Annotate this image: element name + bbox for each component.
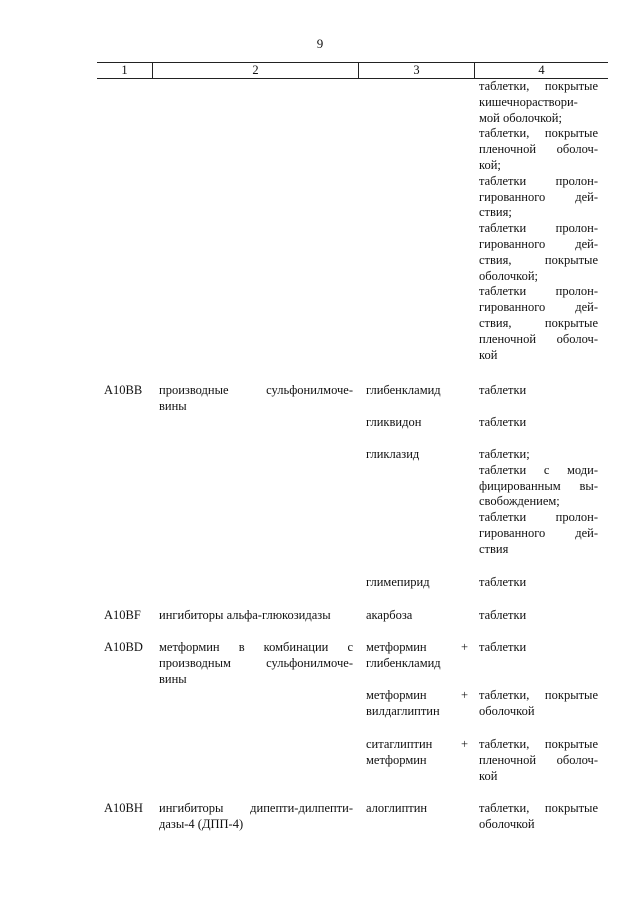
form-line: таблетки пролон-	[479, 510, 598, 525]
dosage-form	[479, 688, 598, 720]
drug-name: глибенкламид	[366, 655, 441, 670]
header-col-3: 3	[413, 63, 420, 77]
form-line: гированного дей-	[479, 236, 598, 251]
drug-name: глибенкламид	[366, 383, 441, 397]
dosage-form	[479, 415, 598, 431]
drug-name: вилдаглиптин	[366, 703, 440, 718]
atc-code: A10BB	[104, 383, 143, 397]
drug-name: метформин	[366, 688, 427, 702]
form-line: таблетки	[479, 383, 527, 397]
form-line: таблетки, покрытые	[479, 126, 598, 141]
name-line: вины	[159, 398, 187, 413]
drug-first-line	[366, 688, 468, 704]
plus-sign: +	[460, 640, 468, 654]
form-line: гированного дей-	[479, 189, 598, 204]
dosage-form	[479, 737, 598, 784]
dosage-form	[479, 447, 598, 558]
header-col-1: 1	[121, 63, 128, 77]
drug-first-line	[366, 737, 468, 753]
form-line: таблетки с моди-	[479, 462, 598, 477]
atc-code: A10BH	[104, 801, 143, 815]
form-line: гированного дей-	[479, 525, 598, 540]
form-line: таблетки;	[479, 447, 530, 461]
name-line: ингибиторы дипепти-дилпепти-	[159, 801, 353, 815]
page-number: 9	[316, 36, 324, 51]
dosage-form	[479, 575, 598, 591]
drug-name: метформин	[366, 640, 427, 654]
group-name	[159, 608, 353, 624]
form-line: таблетки	[479, 575, 527, 589]
form-line: кишечнораствори-	[479, 94, 578, 109]
form-line: ствия, покрытые	[479, 315, 598, 330]
form-line: пленочной оболоч-	[479, 142, 598, 157]
drug-combination	[366, 737, 468, 769]
drug-name: гликлазид	[366, 447, 420, 461]
group-name	[159, 801, 353, 833]
form-line: фицированным вы-	[479, 478, 598, 493]
name-line: дазы-4 (ДПП-4)	[159, 816, 244, 831]
drug-combination	[366, 640, 468, 672]
dosage-form	[479, 801, 598, 833]
drug-name: гликвидон	[366, 415, 422, 429]
form-line: оболочкой;	[479, 268, 538, 283]
plus-sign: +	[460, 688, 468, 702]
form-line: ствия	[479, 541, 509, 556]
form-line: пленочной оболоч-	[479, 752, 598, 767]
drug-name: ситаглиптин	[366, 737, 433, 751]
continuation-forms	[479, 79, 598, 363]
form-line: кой;	[479, 157, 501, 172]
group-name	[159, 640, 353, 687]
form-line: таблетки пролон-	[479, 221, 598, 236]
plus-sign: +	[460, 737, 468, 751]
header-col-4: 4	[538, 63, 545, 77]
dosage-form	[479, 608, 598, 624]
form-line: ствия, покрытые	[479, 252, 598, 267]
form-line: таблетки, покрытые	[479, 79, 598, 93]
form-line: таблетки	[479, 608, 527, 622]
form-line: ствия;	[479, 205, 512, 220]
form-line: таблетки, покрытые	[479, 801, 598, 815]
drug-combination	[366, 688, 468, 720]
name-line: ингибиторы альфа-глюкозидазы	[159, 608, 331, 622]
group-name	[159, 383, 353, 415]
drug-first-line	[366, 640, 468, 656]
form-line: пленочной оболоч-	[479, 331, 598, 346]
form-line: таблетки	[479, 640, 527, 654]
drug-name: метформин	[366, 752, 427, 767]
form-line: гированного дей-	[479, 300, 598, 315]
form-line: таблетки, покрытые	[479, 688, 598, 702]
form-line: мой оболочкой;	[479, 110, 562, 125]
dosage-form	[479, 640, 598, 656]
form-line: таблетки пролон-	[479, 284, 598, 299]
atc-code: A10BD	[104, 640, 143, 654]
name-line: производные сульфонилмоче-	[159, 383, 353, 397]
header-col-2: 2	[252, 63, 259, 77]
form-line: оболочкой	[479, 816, 535, 831]
form-line: свобождением;	[479, 494, 560, 509]
form-line: оболочкой	[479, 703, 535, 718]
drug-name: глимепирид	[366, 575, 430, 589]
form-line: таблетки пролон-	[479, 173, 598, 188]
name-line: вины	[159, 671, 187, 686]
form-line: кой	[479, 768, 498, 783]
name-line: производным сульфонилмоче-	[159, 655, 353, 670]
drug-name: акарбоза	[366, 608, 413, 622]
form-line: таблетки	[479, 415, 527, 429]
table-header	[97, 62, 608, 79]
name-line: метформин в комбинации с	[159, 640, 353, 654]
form-line: таблетки, покрытые	[479, 737, 598, 751]
form-line: кой	[479, 347, 498, 362]
drug-name: алоглиптин	[366, 801, 428, 815]
atc-code: A10BF	[104, 608, 141, 622]
dosage-form	[479, 383, 598, 399]
